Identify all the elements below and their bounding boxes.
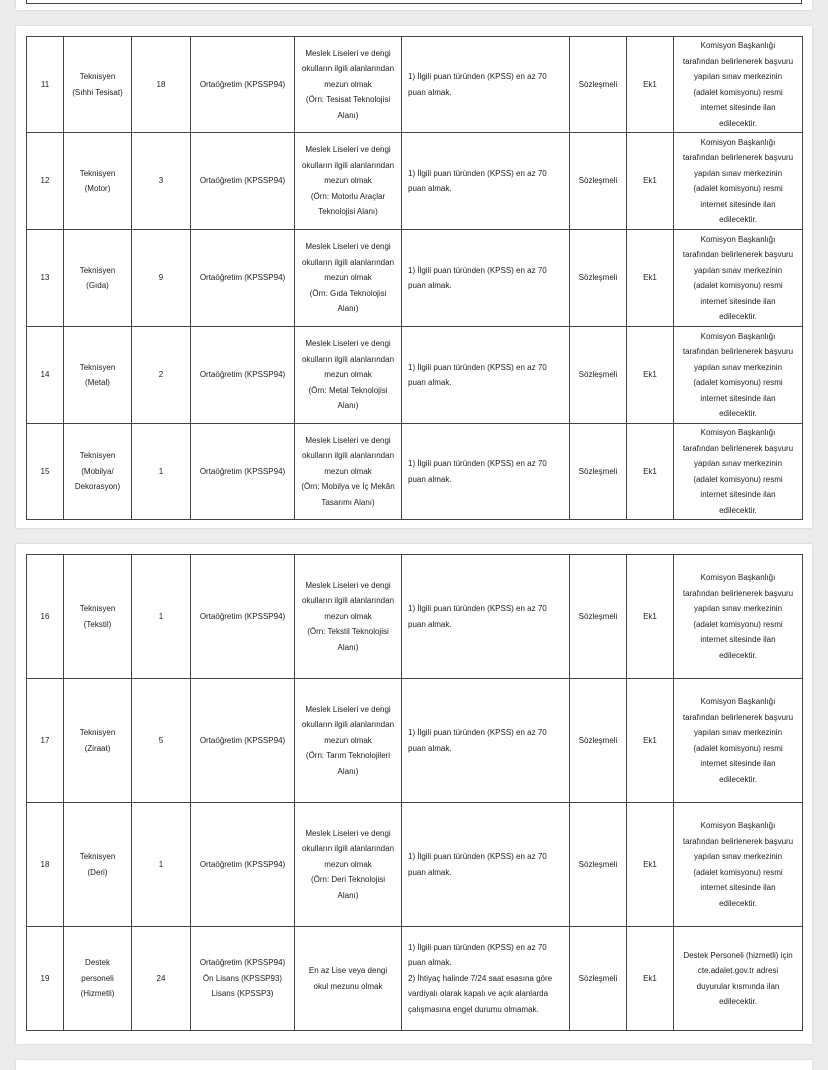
cell-requirement-line: puan almak. xyxy=(408,281,452,290)
cell-note-line: Komisyon Başkanlığı xyxy=(700,331,776,341)
cell-requirement-line: 1) İlgili puan türünden (KPSS) en az 70 xyxy=(408,728,547,737)
table-row xyxy=(27,327,803,424)
document-page-2 xyxy=(16,544,812,1044)
cell-requirement xyxy=(402,679,570,803)
cell-note-line: edilecektir. xyxy=(719,215,757,224)
cell-school-line: okulların ilgili alanlarından xyxy=(301,160,395,170)
table-row xyxy=(27,679,803,803)
cell-note-line: yapılan sınav merkezinin xyxy=(693,852,783,861)
cell-ek: Ek1 xyxy=(627,555,674,679)
cell-school-line: (Örn: Mobilya ve İç Mekân xyxy=(301,482,395,492)
cell-education xyxy=(191,230,295,327)
cell-note-line: edilecektir. xyxy=(719,312,757,321)
cell-note-line: duyurular kısmında ilan xyxy=(696,981,780,991)
cell-position-line: Teknisyen xyxy=(79,265,116,275)
cell-contract: Sözleşmeli xyxy=(570,133,627,230)
cell-note-line: edilecektir. xyxy=(719,774,757,784)
cell-school xyxy=(295,327,402,424)
table-row xyxy=(27,424,803,520)
cell-ek: Ek1 xyxy=(627,803,674,927)
cell-school-line: (Örn: Motorlu Araçlar xyxy=(310,191,386,201)
cell-position xyxy=(64,555,132,679)
cell-contract: Sözleşmeli xyxy=(570,803,627,927)
cell-no: 11 xyxy=(27,37,64,133)
cell-contract: Sözleşmeli xyxy=(570,679,627,803)
cell-requirement xyxy=(402,230,570,327)
cell-school-line: mezun olmak xyxy=(324,859,372,869)
cell-school-line: Alanı) xyxy=(337,890,359,900)
cell-position xyxy=(64,803,132,927)
cell-school-line: (Örn: Tekstil Teknolojisi xyxy=(307,627,389,637)
cell-requirement xyxy=(402,927,570,1031)
cell-note xyxy=(674,555,803,679)
cell-position-line: (Tekstil) xyxy=(83,619,112,629)
cell-contract: Sözleşmeli xyxy=(570,927,627,1031)
cell-no: 18 xyxy=(27,803,64,927)
cell-requirement-line: 1) İlgili puan türünden (KPSS) en az 70 xyxy=(408,168,547,178)
cell-school xyxy=(295,424,402,520)
previous-page-fragment xyxy=(16,0,812,10)
cell-school-line: Meslek Liseleri ve dengi xyxy=(305,48,391,58)
cell-position-line: Dekorasyon) xyxy=(74,482,121,492)
cell-ek: Ek1 xyxy=(627,424,674,520)
cell-requirement-line: 1) İlgili puan türünden (KPSS) en az 70 xyxy=(408,604,547,613)
cell-count: 1 xyxy=(132,555,191,679)
cell-note-line: internet sitesinde ilan xyxy=(700,490,776,499)
cell-education-line: Lisans (KPSSP3) xyxy=(211,989,274,999)
cell-contract: Sözleşmeli xyxy=(570,230,627,327)
cell-school-line: Meslek Liseleri ve dengi xyxy=(305,580,391,590)
cell-position-line: (Gıda) xyxy=(86,281,109,290)
cell-note-line: internet sitesinde ilan xyxy=(700,759,776,768)
cell-count: 5 xyxy=(132,679,191,803)
cell-position xyxy=(64,327,132,424)
cell-education xyxy=(191,927,295,1031)
cell-note-line: edilecektir. xyxy=(719,997,757,1006)
cell-school-line: (Örn: Metal Teknolojisi xyxy=(308,385,388,395)
cell-count: 1 xyxy=(132,803,191,927)
cell-school xyxy=(295,37,402,133)
cell-requirement-line: puan almak. xyxy=(408,958,452,968)
cell-requirement-line: puan almak. xyxy=(408,184,452,193)
cell-school-line: Meslek Liseleri ve dengi xyxy=(305,339,391,349)
cell-school-line: okulların ilgili alanlarından xyxy=(301,596,395,606)
cell-school-line: Meslek Liseleri ve dengi xyxy=(305,242,391,252)
cell-ek: Ek1 xyxy=(627,327,674,424)
cell-education-line: Ortaöğretim (KPSSP94) xyxy=(199,735,286,745)
cell-position-line: Teknisyen xyxy=(79,728,116,737)
cell-position xyxy=(64,230,132,327)
cell-count: 24 xyxy=(132,927,191,1031)
cell-requirement-line: 1) İlgili puan türünden (KPSS) en az 70 xyxy=(408,459,547,468)
cell-position xyxy=(64,37,132,133)
table-body-page-2 xyxy=(27,555,803,1031)
cell-requirement-line: puan almak. xyxy=(408,867,452,877)
table-row xyxy=(27,133,803,230)
cell-note-line: Komisyon Başkanlığı xyxy=(700,697,776,706)
cell-position-line: Teknisyen xyxy=(79,604,116,613)
cell-note xyxy=(674,327,803,424)
table-row xyxy=(27,555,803,679)
cell-no: 13 xyxy=(27,230,64,327)
cell-contract: Sözleşmeli xyxy=(570,424,627,520)
cell-note-line: internet sitesinde ilan xyxy=(700,393,776,403)
table-row xyxy=(27,230,803,327)
cell-requirement-line: puan almak. xyxy=(408,474,452,484)
cell-note-line: (adalet komisyonu) resmi xyxy=(693,281,783,290)
cell-note-line: tarafından belirlenerek başvuru xyxy=(682,836,794,846)
cell-school-line: En az Lise veya dengi xyxy=(308,966,388,975)
cell-no: 19 xyxy=(27,927,64,1031)
cell-education xyxy=(191,327,295,424)
cell-note-line: Komisyon Başkanlığı xyxy=(700,137,776,147)
cell-note-line: edilecektir. xyxy=(719,898,757,908)
cell-requirement-line: puan almak. xyxy=(408,378,452,387)
cell-note xyxy=(674,37,803,133)
cell-school-line: Alanı) xyxy=(337,766,359,776)
cell-note-line: tarafından belirlenerek başvuru xyxy=(682,588,794,598)
next-page-fragment xyxy=(16,1060,812,1070)
cell-note xyxy=(674,803,803,927)
cell-school-line: okul mezunu olmak xyxy=(313,981,383,991)
cell-position-line: (Metal) xyxy=(85,378,110,387)
cell-education-line: Ön Lisans (KPSSP93) xyxy=(202,973,283,983)
cell-ek: Ek1 xyxy=(627,927,674,1031)
cell-note xyxy=(674,230,803,327)
cell-note-line: yapılan sınav merkezinin xyxy=(693,459,783,468)
cell-education xyxy=(191,555,295,679)
cell-note-line: (adalet komisyonu) resmi xyxy=(693,474,783,484)
cell-note-line: tarafından belirlenerek başvuru xyxy=(682,443,794,453)
cell-note-line: Destek Personeli (hizmetli) için xyxy=(683,950,793,960)
cell-position-line: Teknisyen xyxy=(79,451,116,461)
cell-note-line: tarafından belirlenerek başvuru xyxy=(682,56,794,66)
cell-note-line: (adalet komisyonu) resmi xyxy=(693,619,783,629)
cell-position-line: (Motor) xyxy=(84,184,111,193)
cell-position-line: (Deri) xyxy=(87,867,108,877)
table-row xyxy=(27,37,803,133)
cell-note-line: internet sitesinde ilan xyxy=(700,199,776,209)
cell-note-line: internet sitesinde ilan xyxy=(700,883,776,892)
cell-school-line: (Örn: Deri Teknolojisi xyxy=(310,875,386,885)
cell-note-line: yapılan sınav merkezinin xyxy=(693,168,783,178)
cell-no: 16 xyxy=(27,555,64,679)
cell-school-line: Alanı) xyxy=(337,642,359,652)
cell-note xyxy=(674,424,803,520)
cell-ek: Ek1 xyxy=(627,230,674,327)
cell-school-line: mezun olmak xyxy=(324,79,372,89)
cell-note-line: yapılan sınav merkezinin xyxy=(693,728,783,737)
cell-no: 15 xyxy=(27,424,64,520)
cell-note-line: Komisyon Başkanlığı xyxy=(700,428,776,437)
cell-requirement-line: vardiyalı olarak kapalı ve açık alanlarda xyxy=(408,989,549,999)
cell-education xyxy=(191,679,295,803)
cell-requirement xyxy=(402,803,570,927)
cell-position xyxy=(64,133,132,230)
cell-education-line: Ortaöğretim (KPSSP94) xyxy=(199,176,286,186)
cell-requirement-line: 1) İlgili puan türünden (KPSS) en az 70 xyxy=(408,852,547,861)
cell-school-line: Meslek Liseleri ve dengi xyxy=(305,145,391,155)
cell-school-line: Tasarımı Alanı) xyxy=(321,497,375,507)
cell-education-line: Ortaöğretim (KPSSP94) xyxy=(199,370,286,380)
cell-requirement-line: çalışmasına engel durumu olmamak. xyxy=(408,1004,539,1014)
cell-requirement-line: 2) İhtiyaç halinde 7/24 saat esasına göre xyxy=(408,973,553,983)
cell-note-line: yapılan sınav merkezinin xyxy=(693,362,783,372)
cell-school-line: okulların ilgili alanlarından xyxy=(301,257,395,267)
cell-note-line: edilecektir. xyxy=(719,409,757,418)
cell-requirement-line: puan almak. xyxy=(408,87,452,97)
cell-school-line: mezun olmak xyxy=(324,735,372,745)
cell-school-line: Meslek Liseleri ve dengi xyxy=(305,435,391,445)
cell-school-line: Alanı) xyxy=(337,401,359,411)
cell-school-line: mezun olmak xyxy=(324,273,372,283)
cell-note-line: (adalet komisyonu) resmi xyxy=(693,867,783,877)
cell-contract: Sözleşmeli xyxy=(570,327,627,424)
cell-count: 18 xyxy=(132,37,191,133)
cell-requirement-line: puan almak. xyxy=(408,743,452,753)
cell-education-line: Ortaöğretim (KPSSP94) xyxy=(199,859,286,869)
cell-school-line: Meslek Liseleri ve dengi xyxy=(305,704,391,714)
cell-note-line: tarafından belirlenerek başvuru xyxy=(682,153,794,162)
cell-no: 14 xyxy=(27,327,64,424)
cell-requirement xyxy=(402,37,570,133)
cell-school-line: mezun olmak xyxy=(324,466,372,476)
cell-requirement-line: 1) İlgili puan türünden (KPSS) en az 70 xyxy=(408,265,547,275)
cell-note-line: edilecektir. xyxy=(719,118,757,128)
cell-note-line: (adalet komisyonu) resmi xyxy=(693,378,783,387)
cell-school xyxy=(295,679,402,803)
cell-position-line: Teknisyen xyxy=(79,362,116,372)
cell-school-line: (Örn: Tesisat Teknolojisi xyxy=(305,95,391,105)
cell-school-line: (Örn: Tarım Teknolojileri xyxy=(305,751,391,761)
cell-school-line: mezun olmak xyxy=(324,370,372,380)
cell-note-line: Komisyon Başkanlığı xyxy=(700,234,776,244)
cell-note-line: tarafından belirlenerek başvuru xyxy=(682,250,794,259)
cell-ek: Ek1 xyxy=(627,37,674,133)
cell-note xyxy=(674,133,803,230)
cell-school xyxy=(295,927,402,1031)
cell-note-line: yapılan sınav merkezinin xyxy=(693,604,783,613)
cell-ek: Ek1 xyxy=(627,133,674,230)
cell-ek: Ek1 xyxy=(627,679,674,803)
previous-table-edge xyxy=(26,0,802,4)
cell-school-line: okulların ilgili alanlarından xyxy=(301,64,395,74)
cell-position-line: (Mobilya/ xyxy=(81,466,114,476)
cell-note-line: internet sitesinde ilan xyxy=(700,296,776,306)
cell-school xyxy=(295,133,402,230)
cell-no: 17 xyxy=(27,679,64,803)
cell-position-line: (Hizmetli) xyxy=(80,989,115,999)
cell-position xyxy=(64,424,132,520)
cell-school xyxy=(295,230,402,327)
cell-contract: Sözleşmeli xyxy=(570,37,627,133)
cell-position-line: Destek xyxy=(85,958,110,968)
cell-no: 12 xyxy=(27,133,64,230)
cell-requirement xyxy=(402,327,570,424)
cell-note-line: Komisyon Başkanlığı xyxy=(700,573,776,582)
cell-requirement-line: puan almak. xyxy=(408,619,452,629)
cell-count: 9 xyxy=(132,230,191,327)
positions-table-page-2 xyxy=(26,554,803,1031)
cell-contract: Sözleşmeli xyxy=(570,555,627,679)
cell-note-line: edilecektir. xyxy=(719,650,757,660)
cell-position-line: Teknisyen xyxy=(79,168,116,178)
cell-education xyxy=(191,133,295,230)
cell-requirement xyxy=(402,424,570,520)
cell-position-line: Teknisyen xyxy=(79,72,116,81)
cell-count: 3 xyxy=(132,133,191,230)
cell-note-line: tarafından belirlenerek başvuru xyxy=(682,712,794,722)
cell-requirement-line: 1) İlgili puan türünden (KPSS) en az 70 xyxy=(408,942,547,952)
cell-school xyxy=(295,803,402,927)
cell-position xyxy=(64,927,132,1031)
cell-note xyxy=(674,679,803,803)
cell-position xyxy=(64,679,132,803)
cell-position-line: (Ziraat) xyxy=(84,743,111,753)
cell-note-line: internet sitesinde ilan xyxy=(700,103,776,112)
cell-school-line: (Örn: Gıda Teknolojisi xyxy=(309,288,387,298)
cell-school-line: Meslek Liseleri ve dengi xyxy=(305,828,391,838)
cell-note-line: Komisyon Başkanlığı xyxy=(700,41,776,50)
cell-school-line: okulların ilgili alanlarından xyxy=(301,844,395,854)
cell-note-line: (adalet komisyonu) resmi xyxy=(693,184,783,193)
cell-school-line: okulların ilgili alanlarından xyxy=(301,720,395,730)
table-body-page-1 xyxy=(27,37,803,520)
cell-note-line: Komisyon Başkanlığı xyxy=(700,821,776,830)
cell-note-line: yapılan sınav merkezinin xyxy=(693,72,783,81)
cell-education-line: Ortaöğretim (KPSSP94) xyxy=(199,466,286,476)
cell-note-line: tarafından belirlenerek başvuru xyxy=(682,347,794,356)
cell-school-line: Alanı) xyxy=(337,304,359,314)
cell-school-line: Alanı) xyxy=(337,110,359,120)
cell-school-line: okulların ilgili alanlarından xyxy=(301,451,395,461)
cell-education xyxy=(191,424,295,520)
cell-requirement xyxy=(402,555,570,679)
cell-note-line: (adalet komisyonu) resmi xyxy=(693,743,783,753)
cell-education xyxy=(191,37,295,133)
cell-education xyxy=(191,803,295,927)
cell-school-line: Teknolojisi Alanı) xyxy=(318,207,378,217)
cell-education-line: Ortaöğretim (KPSSP94) xyxy=(199,273,286,283)
cell-position-line: Teknisyen xyxy=(79,852,116,861)
cell-requirement-line: 1) İlgili puan türünden (KPSS) en az 70 xyxy=(408,362,547,372)
table-row xyxy=(27,803,803,927)
cell-count: 1 xyxy=(132,424,191,520)
cell-position-line: (Sıhhi Tesisat) xyxy=(72,87,123,97)
cell-education-line: Ortaöğretim (KPSSP94) xyxy=(199,958,286,968)
cell-education-line: Ortaöğretim (KPSSP94) xyxy=(199,79,286,89)
cell-note-line: (adalet komisyonu) resmi xyxy=(693,87,783,97)
document-page-1 xyxy=(16,26,812,528)
positions-table-page-1 xyxy=(26,36,803,520)
cell-school-line: mezun olmak xyxy=(324,611,372,621)
cell-requirement-line: 1) İlgili puan türünden (KPSS) en az 70 xyxy=(408,72,547,81)
cell-requirement xyxy=(402,133,570,230)
cell-education-line: Ortaöğretim (KPSSP94) xyxy=(199,611,286,621)
table-row xyxy=(27,927,803,1031)
cell-note-line: internet sitesinde ilan xyxy=(700,635,776,644)
cell-school-line: okulların ilgili alanlarından xyxy=(301,354,395,364)
cell-note-line: cte.adalet.gov.tr adresi xyxy=(697,966,779,975)
cell-count: 2 xyxy=(132,327,191,424)
cell-note xyxy=(674,927,803,1031)
cell-position-line: personeli xyxy=(81,973,114,983)
cell-note-line: yapılan sınav merkezinin xyxy=(693,265,783,275)
cell-note-line: edilecektir. xyxy=(719,505,757,515)
cell-school-line: mezun olmak xyxy=(324,176,372,186)
cell-school xyxy=(295,555,402,679)
